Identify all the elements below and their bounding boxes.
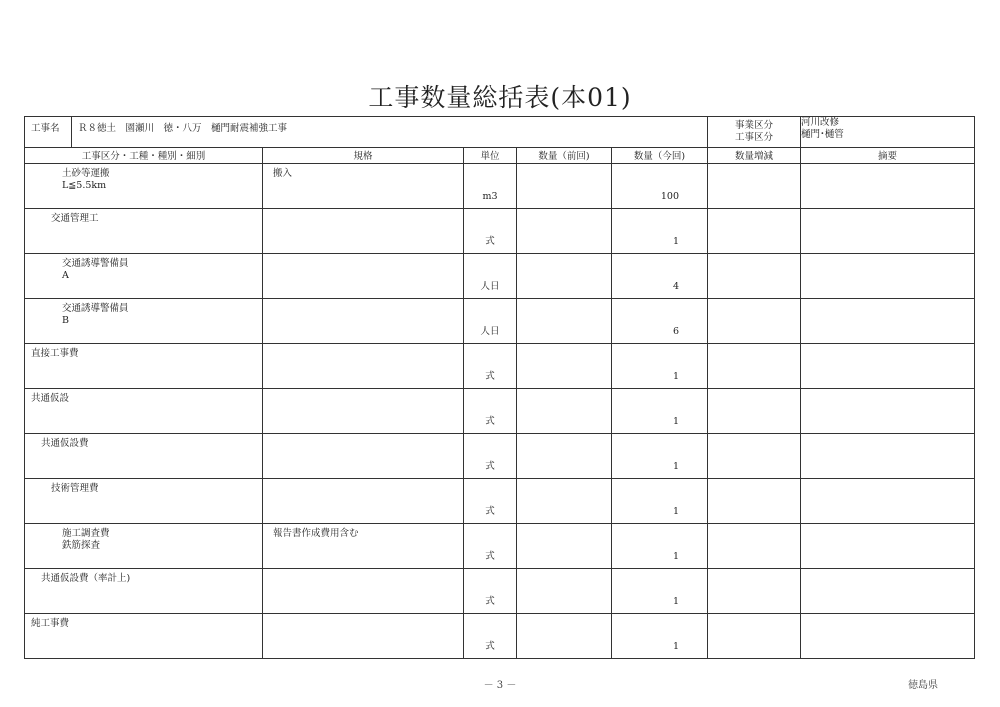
item-qty-prev-cell: [517, 434, 612, 479]
item-name-line1: 土砂等運搬: [62, 168, 110, 179]
item-note-cell: [801, 569, 975, 614]
item-qty-current-cell: [612, 524, 708, 569]
col-header-unit: 単位: [464, 148, 517, 164]
item-name: [41, 573, 130, 585]
item-name-line1: 共通仮設費（率計上): [41, 573, 131, 584]
item-qty-diff-cell: [708, 479, 801, 524]
item-unit: m3: [482, 191, 498, 202]
item-qty-current-cell: [612, 299, 708, 344]
table-row: [25, 209, 975, 254]
jigyo-label-cell: [707, 117, 800, 147]
item-name: [51, 213, 99, 225]
item-name-line2: A: [62, 270, 69, 281]
column-header-row: [25, 148, 975, 164]
table-row: [25, 434, 975, 479]
item-unit: 式: [485, 551, 495, 562]
item-name-cell: [25, 209, 263, 254]
item-name-line1: 交通管理工: [51, 213, 99, 224]
table-row: [25, 164, 975, 209]
koji-kubun-label: 工事区分: [735, 132, 774, 143]
item-spec-cell: [263, 569, 464, 614]
item-unit: 式: [485, 236, 495, 247]
item-name: [31, 618, 69, 630]
item-qty-current-cell: [612, 344, 708, 389]
item-unit-cell: [464, 254, 517, 299]
item-name: [62, 303, 129, 327]
item-qty-prev-cell: [517, 164, 612, 209]
jigyo-value-cell: [801, 117, 975, 148]
item-name-line2: L≦5.5km: [62, 180, 107, 191]
item-name: [51, 483, 99, 495]
item-note-cell: [801, 389, 975, 434]
item-qty-current-cell: [612, 389, 708, 434]
table-row: [25, 614, 975, 659]
item-name-line1: 技術管理費: [51, 483, 99, 494]
item-name-cell: [25, 524, 263, 569]
item-spec-cell: [263, 479, 464, 524]
item-qty-current: 1: [672, 596, 679, 607]
item-qty-current-cell: [612, 614, 708, 659]
item-note-cell: [801, 614, 975, 659]
koji-mei-value: Ｒ８徳土 園瀬川 徳・八万 樋門耐震補強工事: [78, 123, 288, 134]
item-name: [31, 348, 79, 360]
item-spec-cell: [263, 614, 464, 659]
item-name-cell: [25, 569, 263, 614]
item-unit: 式: [485, 596, 495, 607]
item-unit: 式: [485, 506, 495, 517]
item-qty-current: 6: [672, 326, 679, 337]
item-unit: 式: [485, 371, 495, 382]
table-row: [25, 254, 975, 299]
item-qty-diff-cell: [708, 209, 801, 254]
item-qty-prev-cell: [517, 254, 612, 299]
item-unit-cell: [464, 164, 517, 209]
item-qty-diff-cell: [708, 434, 801, 479]
item-qty-diff-cell: [708, 389, 801, 434]
item-spec-line1: 報告書作成費用含む: [273, 528, 359, 539]
item-spec: [273, 528, 359, 540]
item-qty-current-cell: [612, 479, 708, 524]
item-name-line1: 共通仮設費: [41, 438, 89, 449]
item-name-line2: B: [62, 315, 69, 326]
col-header-spec: 規格: [263, 148, 464, 164]
item-name-cell: [25, 389, 263, 434]
table-row: [25, 524, 975, 569]
item-spec-cell: [263, 344, 464, 389]
item-name-cell: [25, 299, 263, 344]
item-name-line1: 純工事費: [31, 618, 70, 629]
jigyo-kubun-label: 事業区分: [735, 120, 774, 131]
col-header-qty-diff: 数量増減: [708, 148, 801, 164]
item-unit-cell: [464, 299, 517, 344]
item-qty-diff-cell: [708, 164, 801, 209]
item-qty-current: 1: [672, 416, 679, 427]
item-qty-prev-cell: [517, 614, 612, 659]
item-note-cell: [801, 344, 975, 389]
item-note-cell: [801, 209, 975, 254]
item-spec-cell: [263, 164, 464, 209]
item-note-cell: [801, 299, 975, 344]
item-spec-cell: [263, 299, 464, 344]
item-qty-current: 1: [672, 371, 679, 382]
item-unit-cell: [464, 569, 517, 614]
item-spec: [273, 168, 292, 180]
item-unit-cell: [464, 614, 517, 659]
item-qty-prev-cell: [517, 479, 612, 524]
item-qty-prev-cell: [517, 389, 612, 434]
page-title: 工事数量総括表(本01): [368, 83, 632, 112]
item-unit-cell: [464, 344, 517, 389]
table-row: [25, 569, 975, 614]
item-unit: 式: [485, 461, 495, 472]
item-qty-prev-cell: [517, 209, 612, 254]
item-qty-current-cell: [612, 434, 708, 479]
item-qty-prev-cell: [517, 299, 612, 344]
item-qty-diff-cell: [708, 299, 801, 344]
item-qty-current: 4: [672, 281, 679, 292]
item-unit-cell: [464, 479, 517, 524]
col-header-category: 工事区分・工種・種別・細別: [25, 148, 263, 164]
table-row: [25, 344, 975, 389]
item-unit-cell: [464, 389, 517, 434]
item-name-line1: 交通誘導警備員: [62, 258, 129, 269]
item-qty-prev-cell: [517, 344, 612, 389]
item-name-line1: 直接工事費: [31, 348, 79, 359]
item-note-cell: [801, 479, 975, 524]
table-row: [25, 479, 975, 524]
item-name: [31, 393, 69, 405]
item-spec-cell: [263, 524, 464, 569]
item-unit: 人日: [480, 281, 500, 292]
table-row: [25, 389, 975, 434]
item-qty-current-cell: [612, 254, 708, 299]
item-spec-line1: 搬入: [273, 168, 293, 179]
jigyo-kubun-value: 河川改修: [801, 117, 840, 128]
item-qty-diff-cell: [708, 614, 801, 659]
koji-kubun-value: 樋門･樋管: [801, 129, 844, 140]
item-qty-current-cell: [612, 209, 708, 254]
prefecture-name: 徳島県: [908, 680, 938, 691]
item-qty-current: 100: [660, 191, 679, 202]
item-name-cell: [25, 254, 263, 299]
item-unit-cell: [464, 209, 517, 254]
item-name-line1: 共通仮設: [31, 393, 70, 404]
item-name-cell: [25, 434, 263, 479]
item-unit: 人日: [480, 326, 500, 337]
item-unit-cell: [464, 434, 517, 479]
item-name-cell: [25, 164, 263, 209]
item-note-cell: [801, 164, 975, 209]
col-header-qty-prev: 数量（前回): [517, 148, 612, 164]
item-qty-diff-cell: [708, 569, 801, 614]
item-qty-prev-cell: [517, 524, 612, 569]
item-spec-cell: [263, 389, 464, 434]
item-name-cell: [25, 614, 263, 659]
item-qty-prev-cell: [517, 569, 612, 614]
item-qty-current: 1: [672, 641, 679, 652]
summary-table: [24, 116, 975, 659]
item-note-cell: [801, 434, 975, 479]
item-unit-cell: [464, 524, 517, 569]
page-number: － 3 －: [483, 680, 517, 691]
item-qty-diff-cell: [708, 254, 801, 299]
item-qty-current: 1: [672, 236, 679, 247]
koji-mei-cell: [25, 117, 801, 148]
item-qty-current: 1: [672, 506, 679, 517]
item-name: [62, 258, 129, 282]
item-qty-current-cell: [612, 569, 708, 614]
item-qty-current: 1: [672, 461, 679, 472]
item-name-line1: 施工調査費: [62, 528, 110, 539]
item-note-cell: [801, 524, 975, 569]
header-row: [25, 117, 975, 148]
item-qty-diff-cell: [708, 344, 801, 389]
table-row: [25, 299, 975, 344]
item-name: [41, 438, 89, 450]
item-spec-cell: [263, 254, 464, 299]
item-spec-cell: [263, 434, 464, 479]
item-name-line1: 交通誘導警備員: [62, 303, 129, 314]
item-name: [62, 528, 110, 552]
item-name: [62, 168, 110, 192]
col-header-note: 摘要: [801, 148, 975, 164]
item-spec-cell: [263, 209, 464, 254]
item-name-cell: [25, 344, 263, 389]
item-note-cell: [801, 254, 975, 299]
koji-mei-label: 工事名: [25, 117, 72, 147]
item-qty-current: 1: [672, 551, 679, 562]
item-qty-diff-cell: [708, 524, 801, 569]
col-header-qty-current: 数量（今回): [612, 148, 708, 164]
item-unit: 式: [485, 416, 495, 427]
item-qty-current-cell: [612, 164, 708, 209]
item-unit: 式: [485, 641, 495, 652]
item-name-cell: [25, 479, 263, 524]
item-name-line2: 鉄筋探査: [62, 540, 101, 551]
